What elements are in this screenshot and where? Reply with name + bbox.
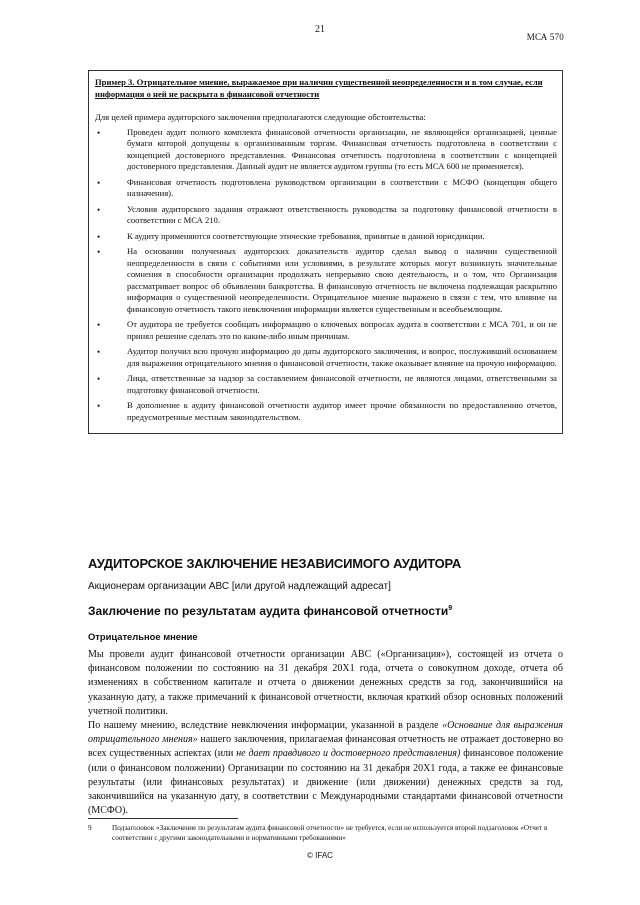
opinion-subheading: Отрицательное мнение: [88, 631, 198, 642]
bullet-icon: •: [97, 320, 101, 331]
list-item: [95, 177, 557, 200]
page-number: 21: [315, 24, 325, 35]
list-item-text: Аудитор получил всю прочую информацию до даты аудиторского заключения, и вопрос, послуживший основанием для выражения отрицательного мнения о финансовой отчетности, также оказывает влияние на прочую информацию.: [127, 346, 557, 368]
report-addressee: Акционерам организации АВС [или другой надлежащий адресат]: [88, 581, 391, 592]
paragraph-text: По нашему мнению, вследствие невключения информации, указанной в разделе: [88, 720, 443, 731]
list-item: [95, 346, 557, 369]
circumstances-list: [95, 127, 557, 424]
bullet-icon: •: [97, 247, 101, 258]
list-item: [95, 204, 557, 227]
section-heading-text: Заключение по результатам аудита финансовой отчетности: [88, 604, 449, 618]
alternative-wording: не дает правдивого и достоверного представления): [236, 748, 461, 760]
opinion-paragraph-2: [88, 719, 563, 818]
bullet-icon: •: [97, 401, 101, 412]
list-item-text: К аудиту применяются соответствующие этические требования, принятые в данной юрисдикции.: [127, 230, 485, 241]
paragraph-text: финансовое положение (или о финансовом положении) Организации по состоянию на 31 декабря 20Х1 года, а также ее финансовые результаты (или финансовых результатах) и движение (или движении) денежных средств за год, закончившийся на указанную дату, в соответствии с Международными стандартами финансовой отчетности (МСФО).: [88, 748, 563, 817]
list-item: [95, 400, 557, 423]
list-item: [95, 373, 557, 396]
footnote-divider: [88, 818, 238, 819]
list-item-text: Проведен аудит полного комплекта финансовой отчетности организации, не являющейся организацией, ценные бумаги которой допущены к организованным торгам. Финансовая отчетность подготовлена в соответствии с концепцией достоверного представления. Финансовая отчетность подготовлена в соответствии с концепцией достоверного представления. Данный аудит не является аудитом группы (то есть МСА 600 не применяется).: [127, 126, 557, 172]
list-item-text: В дополнение к аудиту финансовой отчетности аудитор имеет прочие обязанности по предоставлению отчетов, предусмотренные местным законодательством.: [127, 400, 557, 422]
footnote-mark: 9: [88, 824, 92, 832]
opinion-paragraph-1: Мы провели аудит финансовой отчетности организации АВС («Организация»), состоящей из отчета о финансовом положении по состоянию на 31 декабря 20Х1 года, отчета о совокупном доходе, отчета об изменениях в собственном капитале и отчета о движении денежных средств за год, закончившийся на указанную дату, а также примечаний к финансовой отчетности, включая краткий обзор основных положений учетной политики.: [88, 649, 563, 717]
list-item-text: Финансовая отчетность подготовлена руководством организации в соответствии с МСФО (концепция общего назначения).: [127, 176, 557, 199]
list-item: [95, 246, 557, 315]
list-item: [95, 231, 557, 243]
bullet-icon: •: [97, 347, 101, 358]
list-item: [95, 319, 557, 342]
example-title: Пример 3. Отрицательное мнение, выражаемое при наличии существенной неопределенности и в том случае, если информация о ней не раскрыта в финансовой отчетности: [95, 77, 543, 99]
list-item-text: Условия аудиторского задания отражают ответственность руководства за подготовку финансовой отчетности в соответствии с МСА 210.: [127, 203, 557, 226]
footnote: [88, 824, 563, 843]
paragraph-text: нашего заключения, прилагаемая финансовая отчетность не отражает достоверно во всех существенных аспектах (или: [88, 734, 563, 760]
list-item-text: Лица, ответственные за надзор за составлением финансовой отчетности, не являются лицами, ответственными за подготовку финансовой отчетности.: [127, 373, 557, 395]
bullet-icon: •: [97, 204, 101, 215]
footnote-ref: 9: [448, 605, 453, 612]
copyright-notice: © IFAC: [307, 851, 333, 860]
bullet-icon: •: [97, 231, 101, 242]
bullet-icon: •: [97, 177, 101, 188]
document-code: МСА 570: [526, 32, 564, 42]
list-item: [95, 127, 557, 173]
example-box: [88, 70, 563, 434]
basis-section-reference: «Основание для выражения отрицательного мнения»: [88, 720, 563, 746]
list-item-text: От аудитора не требуется сообщать информацию о ключевых вопросах аудита в соответствии с МСА 701, и он не принял решение сделать это по каким-либо иным причинам.: [127, 319, 557, 341]
section-heading: [88, 604, 452, 618]
report-title: АУДИТОРСКОЕ ЗАКЛЮЧЕНИЕ НЕЗАВИСИМОГО АУДИТОРА: [88, 556, 462, 571]
bullet-icon: •: [97, 374, 101, 385]
footnote-text: Подзаголовок «Заключение по результатам аудита финансовой отчетности» не требуется, если не используется второй подзаголовок «Отчет в соответствии с другими законодательными и нормативными требованиями»: [112, 824, 548, 842]
example-intro: Для целей примера аудиторского заключения предполагаются следующие обстоятельства:: [95, 112, 426, 123]
list-item-text: На основании полученных аудиторских доказательств аудитор сделал вывод о наличии существенной неопределенности в связи с событиями или условиями, в результате которых могут возникнуть значительные сомнения в способности организации продолжать непрерывно свою деятельность, и о том, что Организация рассматривает вопрос об объявлении банкротства. В финансовую отчетность не включена подлежащая раскрытию информация о существенной неопределенности. Отрицательное мнение выражено в связи с тем, что влияние на финансовую отчетность такого невключения информации является существенным и всеобъемлющим.: [127, 246, 557, 314]
bullet-icon: •: [97, 127, 101, 138]
